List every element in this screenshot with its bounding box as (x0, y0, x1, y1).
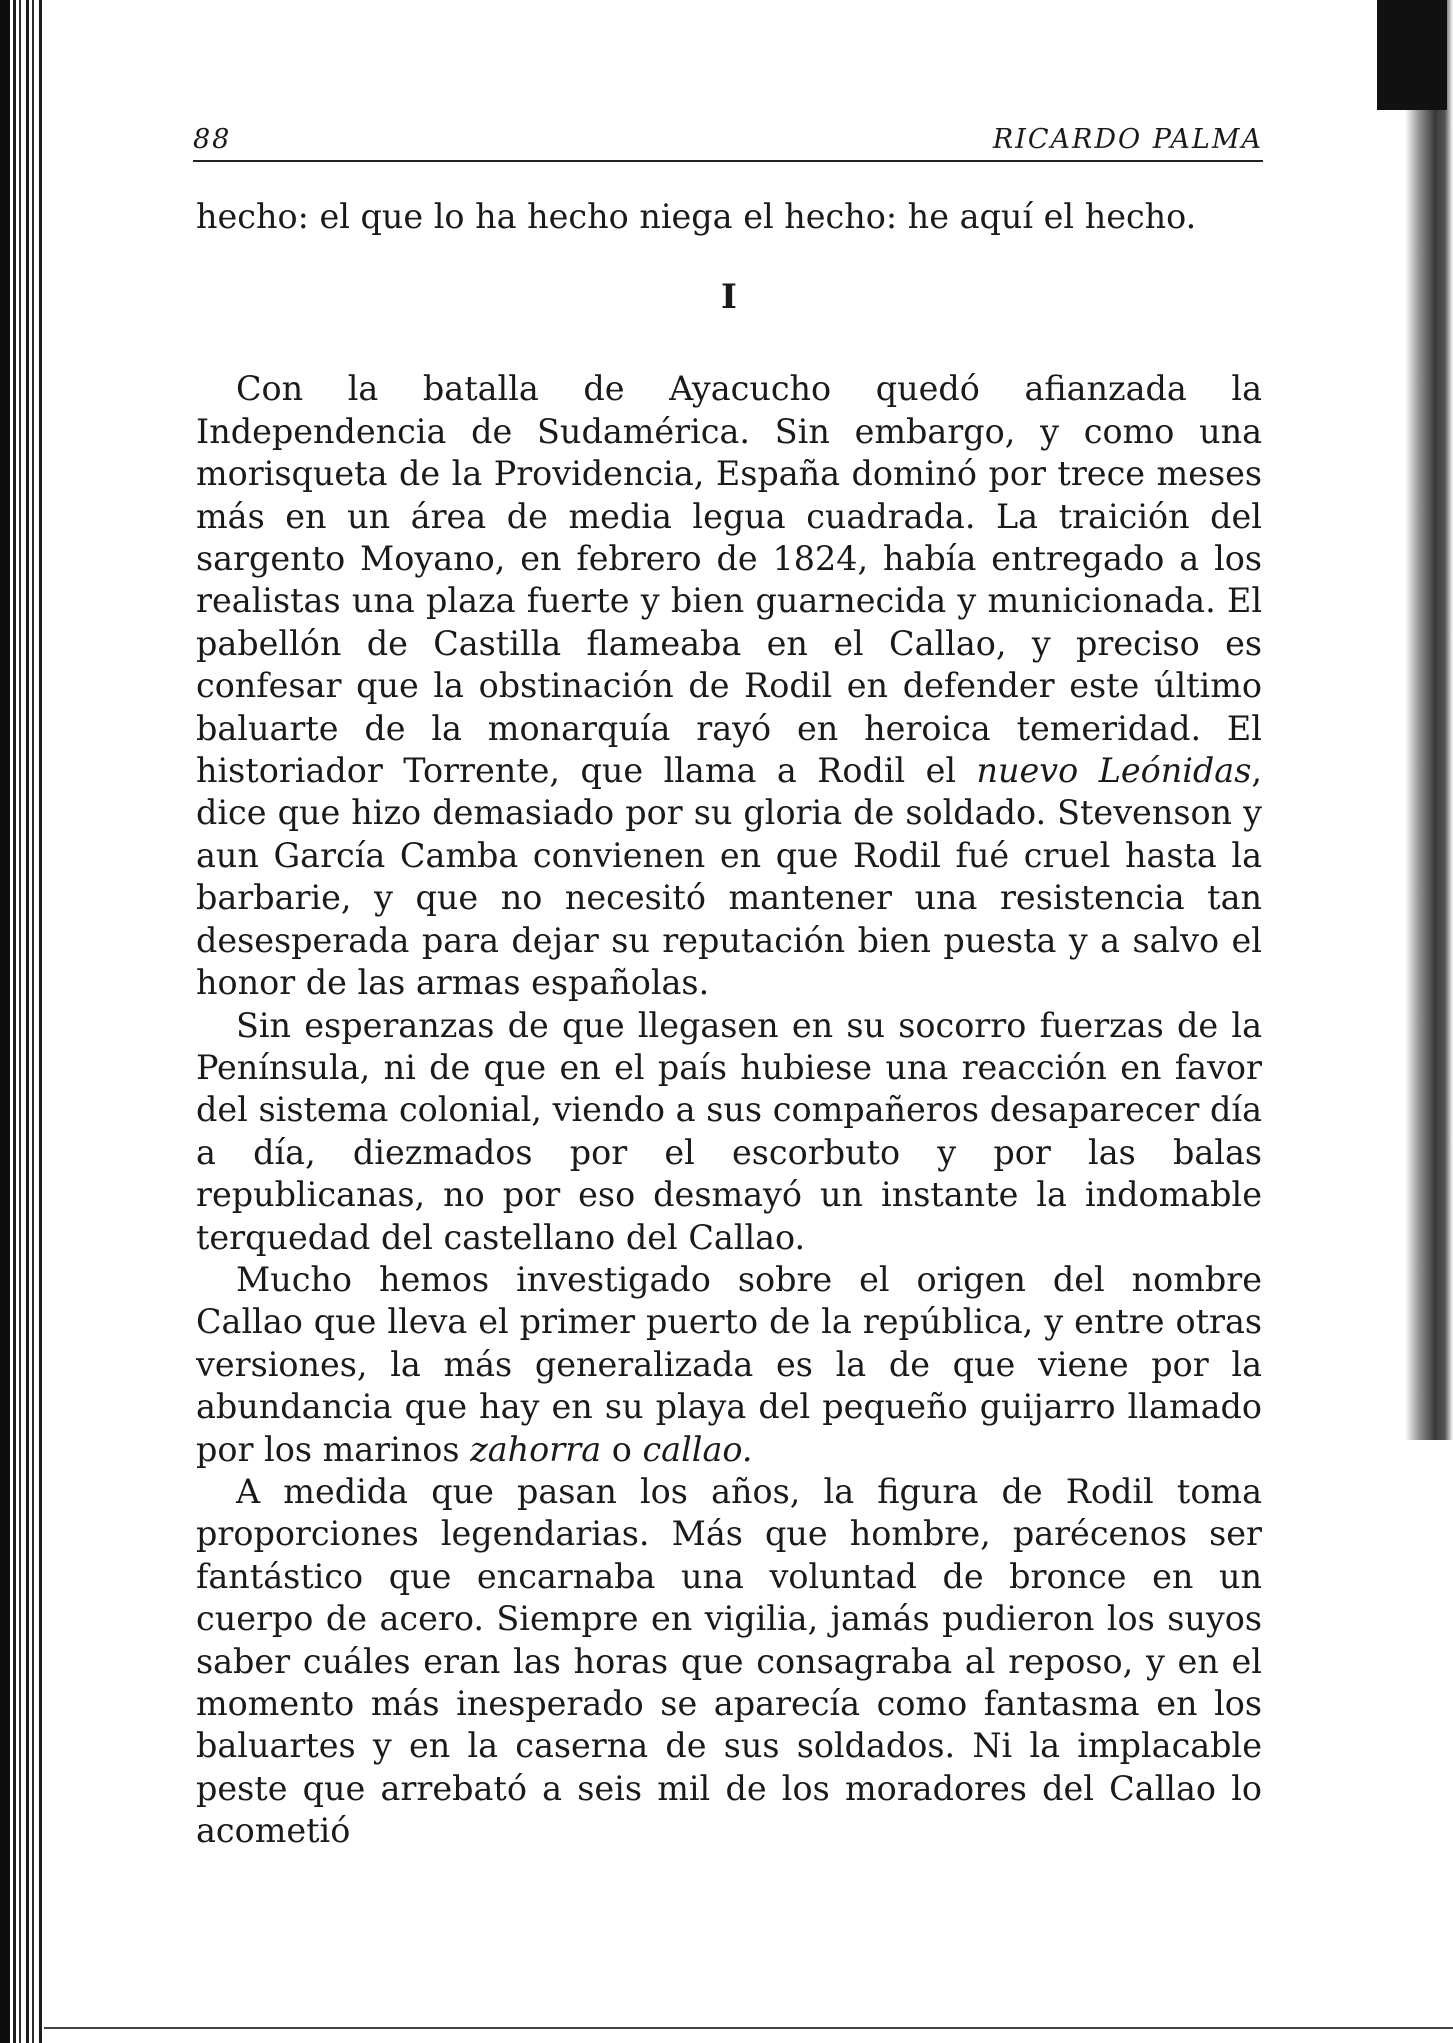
paragraph (196, 368, 1262, 1004)
paragraph-text: , dice que hizo demasiado por su gloria de soldado. Stevenson y aun García Camba convienen en que Rodil fué cruel hasta la barbarie, y que no necesitó mantener una resistencia tan desesperada para dejar su reputación bien puesta y a salvo el honor de las armas españolas. (196, 751, 1262, 1003)
scan-binding-edge (0, 0, 10, 2043)
scan-right-corner-shadow (1377, 0, 1447, 110)
scan-bottom-edge (44, 2027, 1453, 2029)
italic-text: zahorra (470, 1429, 602, 1469)
scan-right-edge-shadow (1405, 0, 1453, 1440)
paragraph (196, 1259, 1262, 1471)
running-head-author: RICARDO PALMA (992, 124, 1263, 155)
paragraph-text: Mucho hemos investigado sobre el origen del nombre Callao que lleva el primer puerto de la república, y entre otras versiones, la más generalizada es la de que viene por la abundancia que hay en su playa del pequeño guijarro llamado por los marinos (196, 1259, 1262, 1469)
italic-text: nuevo Leónidas (976, 751, 1252, 791)
running-head (193, 124, 1263, 162)
paragraph-text: Con la batalla de Ayacucho quedó afianzada la Independencia de Sudamérica. Sin embargo, y como una morisqueta de la Providencia, España dominó por trece meses más en un área de media legua cuadrada. La traición del sargento Moyano, en febrero de 1824, había entregado a los realistas una plaza fuerte y bien guarnecida y municionada. El pabellón de Castilla flameaba en el Callao, y preciso es confesar que la obstinación de Rodil en defender este último baluarte de la monarquía rayó en heroica temeridad. El historiador Torrente, que llama a Rodil el (196, 369, 1262, 791)
paragraph: Sin esperanzas de que llegasen en su socorro fuerzas de la Península, ni de que en el país hubiese una reacción en favor del sistema colonial, viendo a sus compañeros desaparecer día a día, diezmados por el escorbuto y por las balas republicanas, no por eso desmayó un instante la indomable terquedad del castellano del Callao. (196, 1005, 1262, 1257)
paragraph: A medida que pasan los años, la figura de Rodil toma proporciones legendarias. Más que hombre, parécenos ser fantástico que encarnaba una voluntad de bronce en un cuerpo de acero. Siempre en vigilia, jamás pudieron los suyos saber cuáles eran las horas que consagraba al reposo, y en el momento más inesperado se aparecía como fantasma en los baluartes y en la caserna de sus soldados. Ni la implacable peste que arrebató a seis mil de los moradores del Callao lo acometió (196, 1471, 1262, 1851)
page-number: 88 (193, 124, 232, 155)
body-text (196, 196, 1262, 1853)
paragraph-continuation: hecho: el que lo ha hecho niega el hecho: he aquí el hecho. (196, 197, 1197, 236)
paragraph-text: o (611, 1429, 632, 1469)
section-heading: I (721, 277, 737, 318)
italic-text: callao. (642, 1429, 753, 1469)
